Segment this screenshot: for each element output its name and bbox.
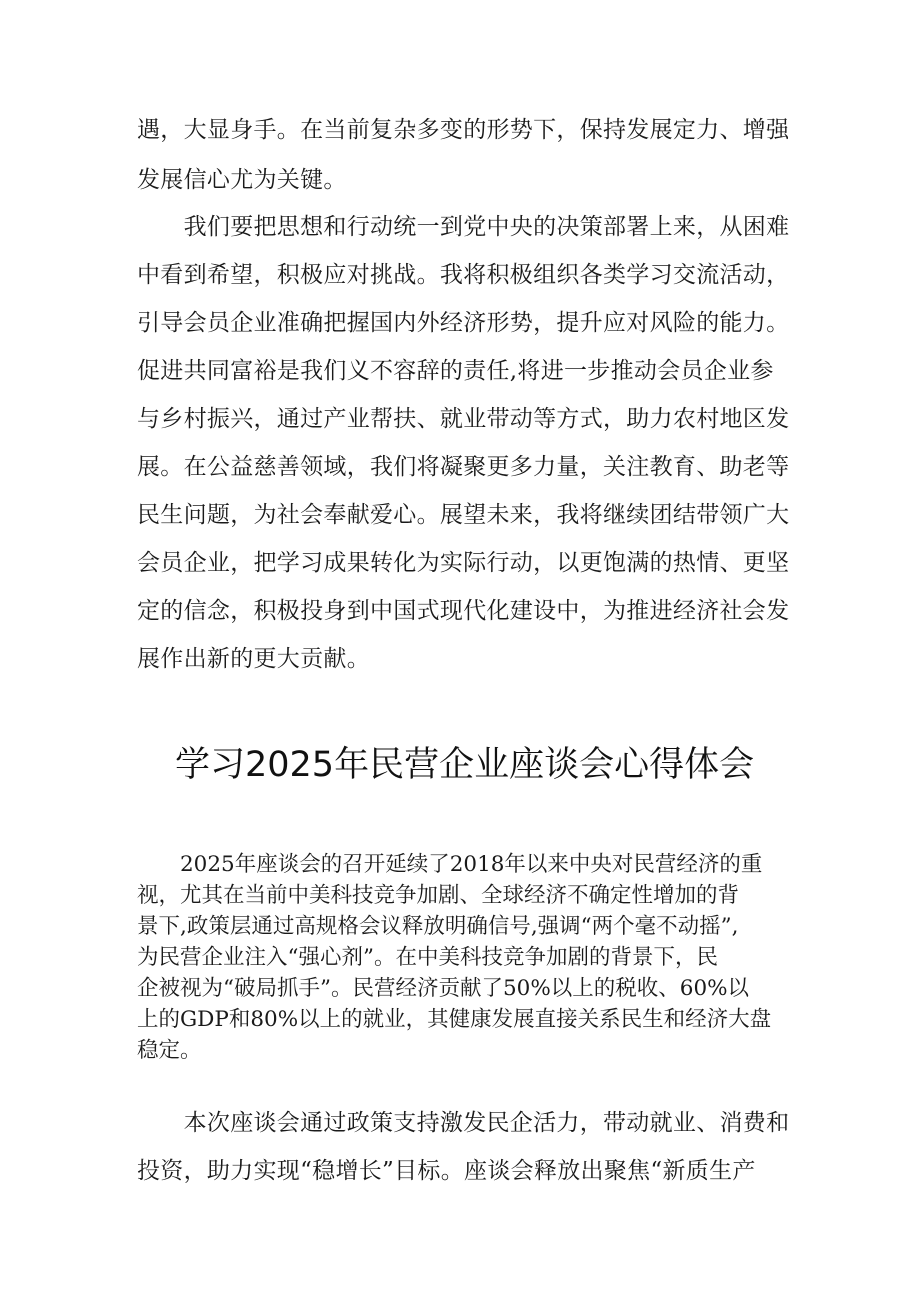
text-line: 会员企业，把学习成果转化为实际行动，以更饱满的热情、更坚 bbox=[137, 550, 790, 576]
text-line: 2025年座谈会的召开延续了2018年以来中央对民营经济的重 bbox=[137, 852, 763, 877]
text-line: 景下,政策层通过高规格会议释放明确信号,强调“两个毫不动摇”, bbox=[137, 914, 739, 939]
page-title: 学习2025年民营企业座谈会心得体会 bbox=[175, 745, 755, 785]
text-line: 视，尤其在当前中美科技竞争加剧、全球经济不确定性增加的背 bbox=[137, 883, 740, 908]
text-line: 促进共同富裕是我们义不容辞的责任,将进一步推动会员企业参 bbox=[137, 358, 774, 384]
text-line: 企被视为“破局抓手”。民营经济贡献了50%以上的税收、60%以 bbox=[137, 976, 750, 1001]
text-line: 为民营企业注入“强心剂”。在中美科技竞争加剧的背景下，民 bbox=[137, 945, 718, 970]
text-line: 上的GDP和80%以上的就业，其健康发展直接关系民生和经济大盘 bbox=[137, 1007, 772, 1032]
text-line: 投资，助力实现“稳增长”目标。座谈会释放出聚焦“新质生产 bbox=[137, 1158, 756, 1184]
text-line: 发展信心尤为关键。 bbox=[137, 167, 347, 193]
text-line: 遇，大显身手。在当前复杂多变的形势下，保持发展定力、增强 bbox=[137, 117, 790, 143]
text-line: 展作出新的更大贡献。 bbox=[137, 646, 370, 672]
text-line: 稳定。 bbox=[137, 1038, 202, 1063]
text-line: 民生问题，为社会奉献爱心。展望未来，我将继续团结带领广大 bbox=[137, 502, 790, 528]
text-line: 中看到希望，积极应对挑战。我将积极组织各类学习交流活动， bbox=[137, 262, 790, 288]
text-line: 引导会员企业准确把握国内外经济形势，提升应对风险的能力。 bbox=[137, 310, 790, 336]
text-line: 我们要把思想和行动统一到党中央的决策部署上来，从困难 bbox=[137, 214, 790, 240]
text-line: 与乡村振兴，通过产业帮扶、就业带动等方式，助力农村地区发 bbox=[137, 406, 790, 432]
text-line: 展。在公益慈善领域，我们将凝聚更多力量，关注教育、助老等 bbox=[137, 454, 790, 480]
text-line: 定的信念，积极投身到中国式现代化建设中，为推进经济社会发 bbox=[137, 598, 790, 624]
text-line: 本次座谈会通过政策支持激发民企活力，带动就业、消费和 bbox=[137, 1110, 790, 1136]
